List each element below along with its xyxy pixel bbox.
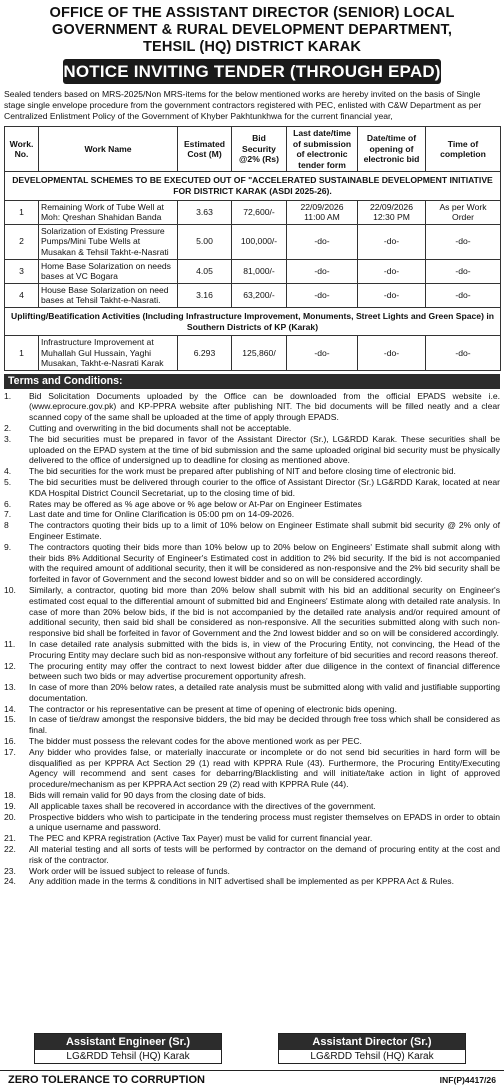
term-number: 2. (4, 422, 12, 433)
term-text: The bid securities must be delivered through courier to the office of Assistant Director (Sr.) LG&RDD Karak, located at near KDA Hospital District Council Secretariat, up to the closing time of bid. (29, 476, 500, 498)
term-number: 6. (4, 498, 12, 509)
notice-footer (0, 1070, 504, 1090)
term-item (4, 661, 500, 683)
term-number: 8 (4, 520, 9, 531)
cell-cost: 5.00 (178, 224, 232, 259)
notice-banner: NOTICE INVITING TENDER (THROUGH EPAD) (63, 59, 441, 84)
term-item (4, 682, 500, 704)
term-number: 22. (4, 844, 16, 855)
term-item (4, 499, 500, 510)
cell-completion: -do- (426, 224, 501, 259)
header-last-date: Last date/time of submission of electronic tender form (287, 127, 358, 172)
header-work-name: Work Name (39, 127, 178, 172)
term-text: The bid securities must be prepared in favor of the Assistant Director (Sr.), LG&RDD Karak. These securities shall be uploaded on the EPAD system at the time of bid submission and the same uploaded original bid security must be physically delivered to the office of undersigned up to deadline for closing as mentioned above. (29, 433, 500, 466)
term-item (4, 391, 500, 423)
term-number: 23. (4, 865, 16, 876)
cell-open-date: -do- (358, 283, 426, 307)
term-text: In case detailed rate analysis submitted with the bids is, in view of the Procuring Entity, not convincing, the Head of the Procuring Entity may declare such bid as non-responsive without any forfeiture of bid securities and record reasons thereof. (29, 638, 500, 660)
term-number: 4. (4, 466, 12, 477)
term-text: The contractors quoting their bids more than 10% below up to 20% below on Engineers' Estimate shall submit along with their bids 8% Additional Security of Engineer's Estimated cost in addition to 2% bid security. If the bid is not accompanied with the required amount of additional security, then it will be considered as non-responsive and the 2% bid security shall be forfeited in favor of Government and the second lowest bidder and so on will be considered accordingly. (29, 541, 500, 585)
table-row (5, 259, 501, 283)
term-text: Rates may be offered as % age above or % age below or At-Par on Engineer Estimates (29, 498, 362, 509)
term-item (4, 747, 500, 790)
cell-security: 63,200/- (232, 283, 287, 307)
cell-no: 3 (5, 259, 39, 283)
cell-cost: 3.63 (178, 200, 232, 224)
term-item (4, 423, 500, 434)
term-text: Any bidder who provides false, or materially inaccurate or incomplete or do not send bid securities in hard form will be disqualified as per KPPRA Act Section 29 (1) read with KPPRA Rule (43). Furthermore, the Procuring Entity/Executing Agency will recommend and sent cases for debarring/Blacklisting and will initiate/take action in light of approved procedure/mechanism as per KPPRA Act section 29 (2) read with KPPRA Rule (44). (29, 746, 500, 790)
term-item (4, 714, 500, 736)
signature-assistant-engineer (34, 1033, 222, 1064)
term-item (4, 434, 500, 466)
term-number: 9. (4, 541, 12, 552)
term-text: The bidder must possess the relevant codes for the above mentioned work as per PEC. (29, 736, 362, 747)
header-work-no: Work. No. (5, 127, 39, 172)
term-number: 16. (4, 736, 16, 747)
term-number: 15. (4, 714, 16, 725)
term-item (4, 585, 500, 639)
term-number: 10. (4, 584, 16, 595)
term-text: Cutting and overwriting in the bid documents shall not be acceptable. (29, 422, 292, 433)
cell-completion: -do- (426, 259, 501, 283)
term-item (4, 844, 500, 866)
terms-heading: Terms and Conditions: (4, 374, 500, 389)
term-item (4, 509, 500, 520)
cell-name: Solarization of Existing Pressure Pumps/Mini Tube Wells at Musakan & Tehsil Takht-e-Nasrati (39, 224, 178, 259)
term-number: 1. (4, 390, 12, 401)
cell-no: 1 (5, 336, 39, 371)
signature-title: Assistant Engineer (Sr.) (35, 1034, 221, 1050)
signature-office: LG&RDD Tehsil (HQ) Karak (310, 1051, 434, 1062)
term-item (4, 542, 500, 585)
term-text: Any addition made in the terms & conditions in NIT advertised shall be implemented as per KPPRA Act & Rules. (29, 876, 454, 887)
term-item (4, 477, 500, 499)
cell-cost: 6.293 (178, 336, 232, 371)
term-number: 11. (4, 638, 16, 649)
cell-last-date: -do- (287, 336, 358, 371)
term-text: In case of more than 20% below rates, a detailed rate analysis must be submitted along with valid and justifiable supporting documentation. (29, 682, 500, 703)
cell-no: 2 (5, 224, 39, 259)
term-text: Similarly, a contractor, quoting bid more than 20% below shall submit with his bid an additional security on Engineer's estimated cost equal to the differential amount of submitted bid and Engineers' Estimate along with detailed rate analysis. In case of more than 20% below bids, if the bid is not accompanied by the detailed rate analysis and/or required amount of additional security, then said bid shall be considered as non-responsive. All the securities submitted along with such non-responsive bid shall be forfeited in favor of Government and the 2nd lowest bidder and so on will be considered accordingly. (29, 584, 500, 639)
term-text: Bid Solicitation Documents uploaded by the Office can be downloaded from the official EPADS website i.e. (www.eprocure.gov.pk) and KP-PPRA website after publishing NIT. The bid documents will be filled neatly and a clear scanned copy of the same shall be uploaded at the time of apply through EPADS. (29, 390, 500, 423)
notice-header (0, 0, 504, 84)
table-row (5, 224, 501, 259)
cell-last-date: -do- (287, 224, 358, 259)
cell-security: 81,000/- (232, 259, 287, 283)
header-estimated-cost: Estimated Cost (M) (178, 127, 232, 172)
term-item (4, 736, 500, 747)
term-number: 5. (4, 476, 12, 487)
term-item (4, 801, 500, 812)
term-number: 19. (4, 800, 16, 811)
office-title-line2: GOVERNMENT & RURAL DEVELOPMENT DEPARTMENT, (51, 22, 453, 38)
cell-name: House Base Solarization on need bases at Tehsil Takht-e-Nasrati. (39, 283, 178, 307)
signature-title: Assistant Director (Sr.) (279, 1034, 465, 1050)
term-item (4, 833, 500, 844)
cell-cost: 3.16 (178, 283, 232, 307)
term-text: Last date and time for Online Clarification is 05:00 pm on 14-09-2026. (29, 509, 295, 520)
cell-open-date: -do- (358, 259, 426, 283)
term-text: The bid securities for the work must be prepared after publishing of NIT and before closing time of electronic bid. (29, 466, 456, 477)
cell-security: 100,000/- (232, 224, 287, 259)
header-bid-security: Bid Security @2% (Rs) (232, 127, 287, 172)
term-item (4, 812, 500, 834)
cell-completion: -do- (426, 336, 501, 371)
cell-open-date: 22/09/2026 12:30 PM (358, 200, 426, 224)
cell-security: 72,600/- (232, 200, 287, 224)
cell-last-date: -do- (287, 283, 358, 307)
cell-open-date: -do- (358, 336, 426, 371)
term-text: The contractor or his representative can be present at time of opening of electronic bids opening. (29, 703, 397, 714)
works-table (4, 126, 501, 371)
cell-completion: -do- (426, 283, 501, 307)
term-number: 7. (4, 509, 12, 520)
term-text: All material testing and all sorts of tests will be performed by contractor on the demand of procuring entity at the cost and risk of the contractor. (29, 844, 500, 865)
term-text: The procuring entity may offer the contract to next lowest bidder after due diligence in the context of financial difference between such two bids or may advertise procurement opportunity afresh. (29, 660, 500, 682)
cell-no: 4 (5, 283, 39, 307)
footer-slogan: ZERO TOLERANCE TO CORRUPTION (8, 1074, 205, 1086)
term-text: Work order will be issued subject to release of funds. (29, 865, 230, 876)
signature-assistant-director (278, 1033, 466, 1064)
cell-security: 125,860/ (232, 336, 287, 371)
term-number: 13. (4, 682, 16, 693)
section-heading: DEVELOPMENTAL SCHEMES TO BE EXECUTED OUT OF "ACCELERATED SUSTAINABLE DEVELOPMENT INITIATIVE FOR DISTRICT KARAK (ASDI 2025-26). (5, 172, 501, 200)
term-item (4, 639, 500, 661)
office-title-line1: OFFICE OF THE ASSISTANT DIRECTOR (SENIOR) LOCAL (49, 5, 455, 21)
terms-list (4, 391, 500, 888)
header-completion: Time of completion (426, 127, 501, 172)
cell-no: 1 (5, 200, 39, 224)
term-item (4, 520, 500, 542)
term-item (4, 704, 500, 715)
cell-cost: 4.05 (178, 259, 232, 283)
table-row (5, 283, 501, 307)
table-row (5, 200, 501, 224)
intro-paragraph: Sealed tenders based on MRS-2025/Non MRS-items for the below mentioned works are hereby invited on the basis of Single stage single envelope procedure from the government contractors registered with PEC, enlisted with C&W Department as per Centralized Enlistment Policy of the Government of Khyber Pakhtunkhwa for the current financial year, (4, 89, 482, 121)
cell-last-date: -do- (287, 259, 358, 283)
section-heading: Uplifting/Beatification Activities (Including Infrastructure Improvement, Monuments, Street Lights and Green Space) in Southern Districts of KP (Karak) (5, 307, 501, 335)
signature-office: LG&RDD Tehsil (HQ) Karak (66, 1051, 190, 1062)
term-text: The contractors quoting their bids up to a limit of 10% below on Engineer Estimate shall submit bid security @ 2% only of Engineer Estimate. (29, 520, 500, 541)
term-number: 12. (4, 660, 16, 671)
section-row (5, 172, 501, 200)
term-number: 20. (4, 811, 16, 822)
term-text: The PEC and KPRA registration (Active Tax Payer) must be valid for current financial year. (29, 833, 373, 844)
signature-block (4, 1033, 500, 1065)
header-opening-date: Date/time of opening of electronic bid (358, 127, 426, 172)
table-header-row (5, 127, 501, 172)
section-row (5, 307, 501, 335)
footer-reference: INF(P)4417/26 (439, 1075, 496, 1085)
cell-completion: As per Work Order (426, 200, 501, 224)
term-item (4, 466, 500, 477)
term-number: 18. (4, 790, 16, 801)
table-row (5, 336, 501, 371)
cell-open-date: -do- (358, 224, 426, 259)
cell-name: Remaining Work of Tube Well at Moh: Qreshan Shahidan Banda (39, 200, 178, 224)
cell-last-date: 22/09/2026 11:00 AM (287, 200, 358, 224)
term-item (4, 790, 500, 801)
office-title-line3: TEHSIL (HQ) DISTRICT KARAK (143, 39, 361, 55)
term-item (4, 876, 500, 887)
term-text: Bids will remain valid for 90 days from the closing date of bids. (29, 790, 266, 801)
term-text: In case of tie/draw amongst the responsive bidders, the bid may be decided through free toss which shall be considered as final. (29, 714, 500, 736)
term-text: Prospective bidders who wish to participate in the tendering process must register themselves on EPADS in order to obtain a unique username and password. (29, 811, 500, 833)
term-text: All applicable taxes shall be recovered in accordance with the directives of the government. (29, 800, 376, 811)
term-number: 17. (4, 746, 16, 757)
term-number: 3. (4, 433, 12, 444)
term-number: 14. (4, 703, 16, 714)
cell-name: Home Base Solarization on needs bases at VC Bogara (39, 259, 178, 283)
cell-name: Infrastructure Improvement at Muhallah Gul Hussain, Yaghi Musakan, Takht-e-Nasrati Karak (39, 336, 178, 371)
term-number: 24. (4, 876, 16, 887)
term-item (4, 866, 500, 877)
term-number: 21. (4, 833, 16, 844)
